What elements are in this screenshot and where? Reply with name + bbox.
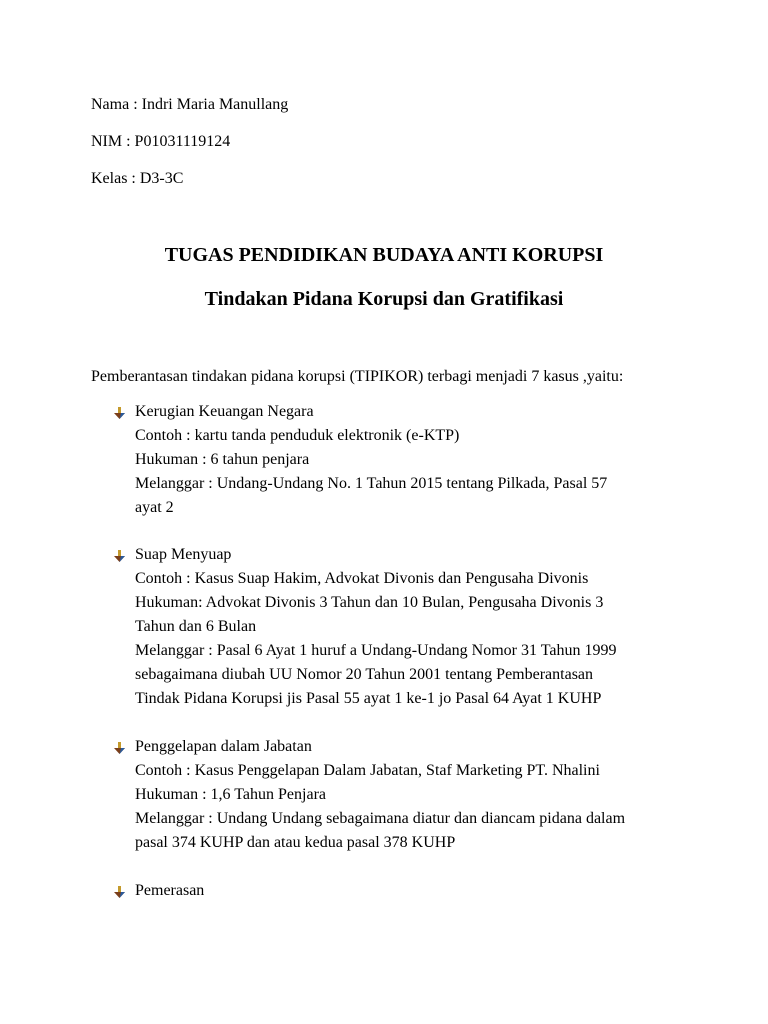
item-title: Kerugian Keuangan Negara: [135, 403, 314, 420]
item-line: Contoh : Kasus Penggelapan Dalam Jabatan, Staf Marketing PT. Nhalini: [135, 762, 600, 779]
intro-paragraph: Pemberantasan tindakan pidana korupsi (TIPIKOR) terbagi menjadi 7 kasus ,yaitu:: [91, 368, 624, 385]
item-title: Penggelapan dalam Jabatan: [135, 738, 312, 755]
item-line: Melanggar : Pasal 6 Ayat 1 huruf a Undang-Undang Nomor 31 Tahun 1999: [135, 642, 617, 659]
item-line: pasal 374 KUHP dan atau kedua pasal 378 KUHP: [135, 834, 456, 851]
item-line: ayat 2: [135, 499, 174, 516]
item-line: Tindak Pidana Korupsi jis Pasal 55 ayat 1 ke-1 jo Pasal 64 Ayat 1 KUHP: [135, 690, 602, 707]
document-title: TUGAS PENDIDIKAN BUDAYA ANTI KORUPSI: [164, 244, 604, 266]
student-nim: NIM : P01031119124: [91, 133, 231, 150]
item-title: Pemerasan: [135, 882, 205, 899]
student-name: Nama : Indri Maria Manullang: [91, 96, 289, 113]
list-item: [135, 400, 695, 520]
item-line: Melanggar : Undang-Undang No. 1 Tahun 2015 tentang Pilkada, Pasal 57: [135, 475, 608, 492]
list-item: [135, 735, 695, 855]
document-subtitle: Tindakan Pidana Korupsi dan Gratifikasi: [204, 288, 564, 310]
student-class: Kelas : D3-3C: [91, 170, 184, 187]
item-line: sebagaimana diubah UU Nomor 20 Tahun 2001 tentang Pemberantasan: [135, 666, 594, 683]
item-line: Hukuman : 1,6 Tahun Penjara: [135, 786, 326, 803]
list-item: [135, 543, 695, 711]
item-line: Melanggar : Undang Undang sebagaimana diatur dan diancam pidana dalam: [135, 810, 626, 827]
item-line: Contoh : Kasus Suap Hakim, Advokat Divonis dan Pengusaha Divonis: [135, 570, 589, 587]
item-line: Contoh : kartu tanda penduduk elektronik (e-KTP): [135, 427, 460, 444]
arrow-bullet-icon: [113, 741, 127, 755]
arrow-bullet-icon: [113, 549, 127, 563]
item-line: Hukuman: Advokat Divonis 3 Tahun dan 10 Bulan, Pengusaha Divonis 3: [135, 594, 604, 611]
arrow-bullet-icon: [113, 406, 127, 420]
arrow-bullet-icon: [113, 885, 127, 899]
item-line: Hukuman : 6 tahun penjara: [135, 451, 310, 468]
list-item: [135, 879, 695, 903]
item-line: Tahun dan 6 Bulan: [135, 618, 257, 635]
item-title: Suap Menyuap: [135, 546, 232, 563]
